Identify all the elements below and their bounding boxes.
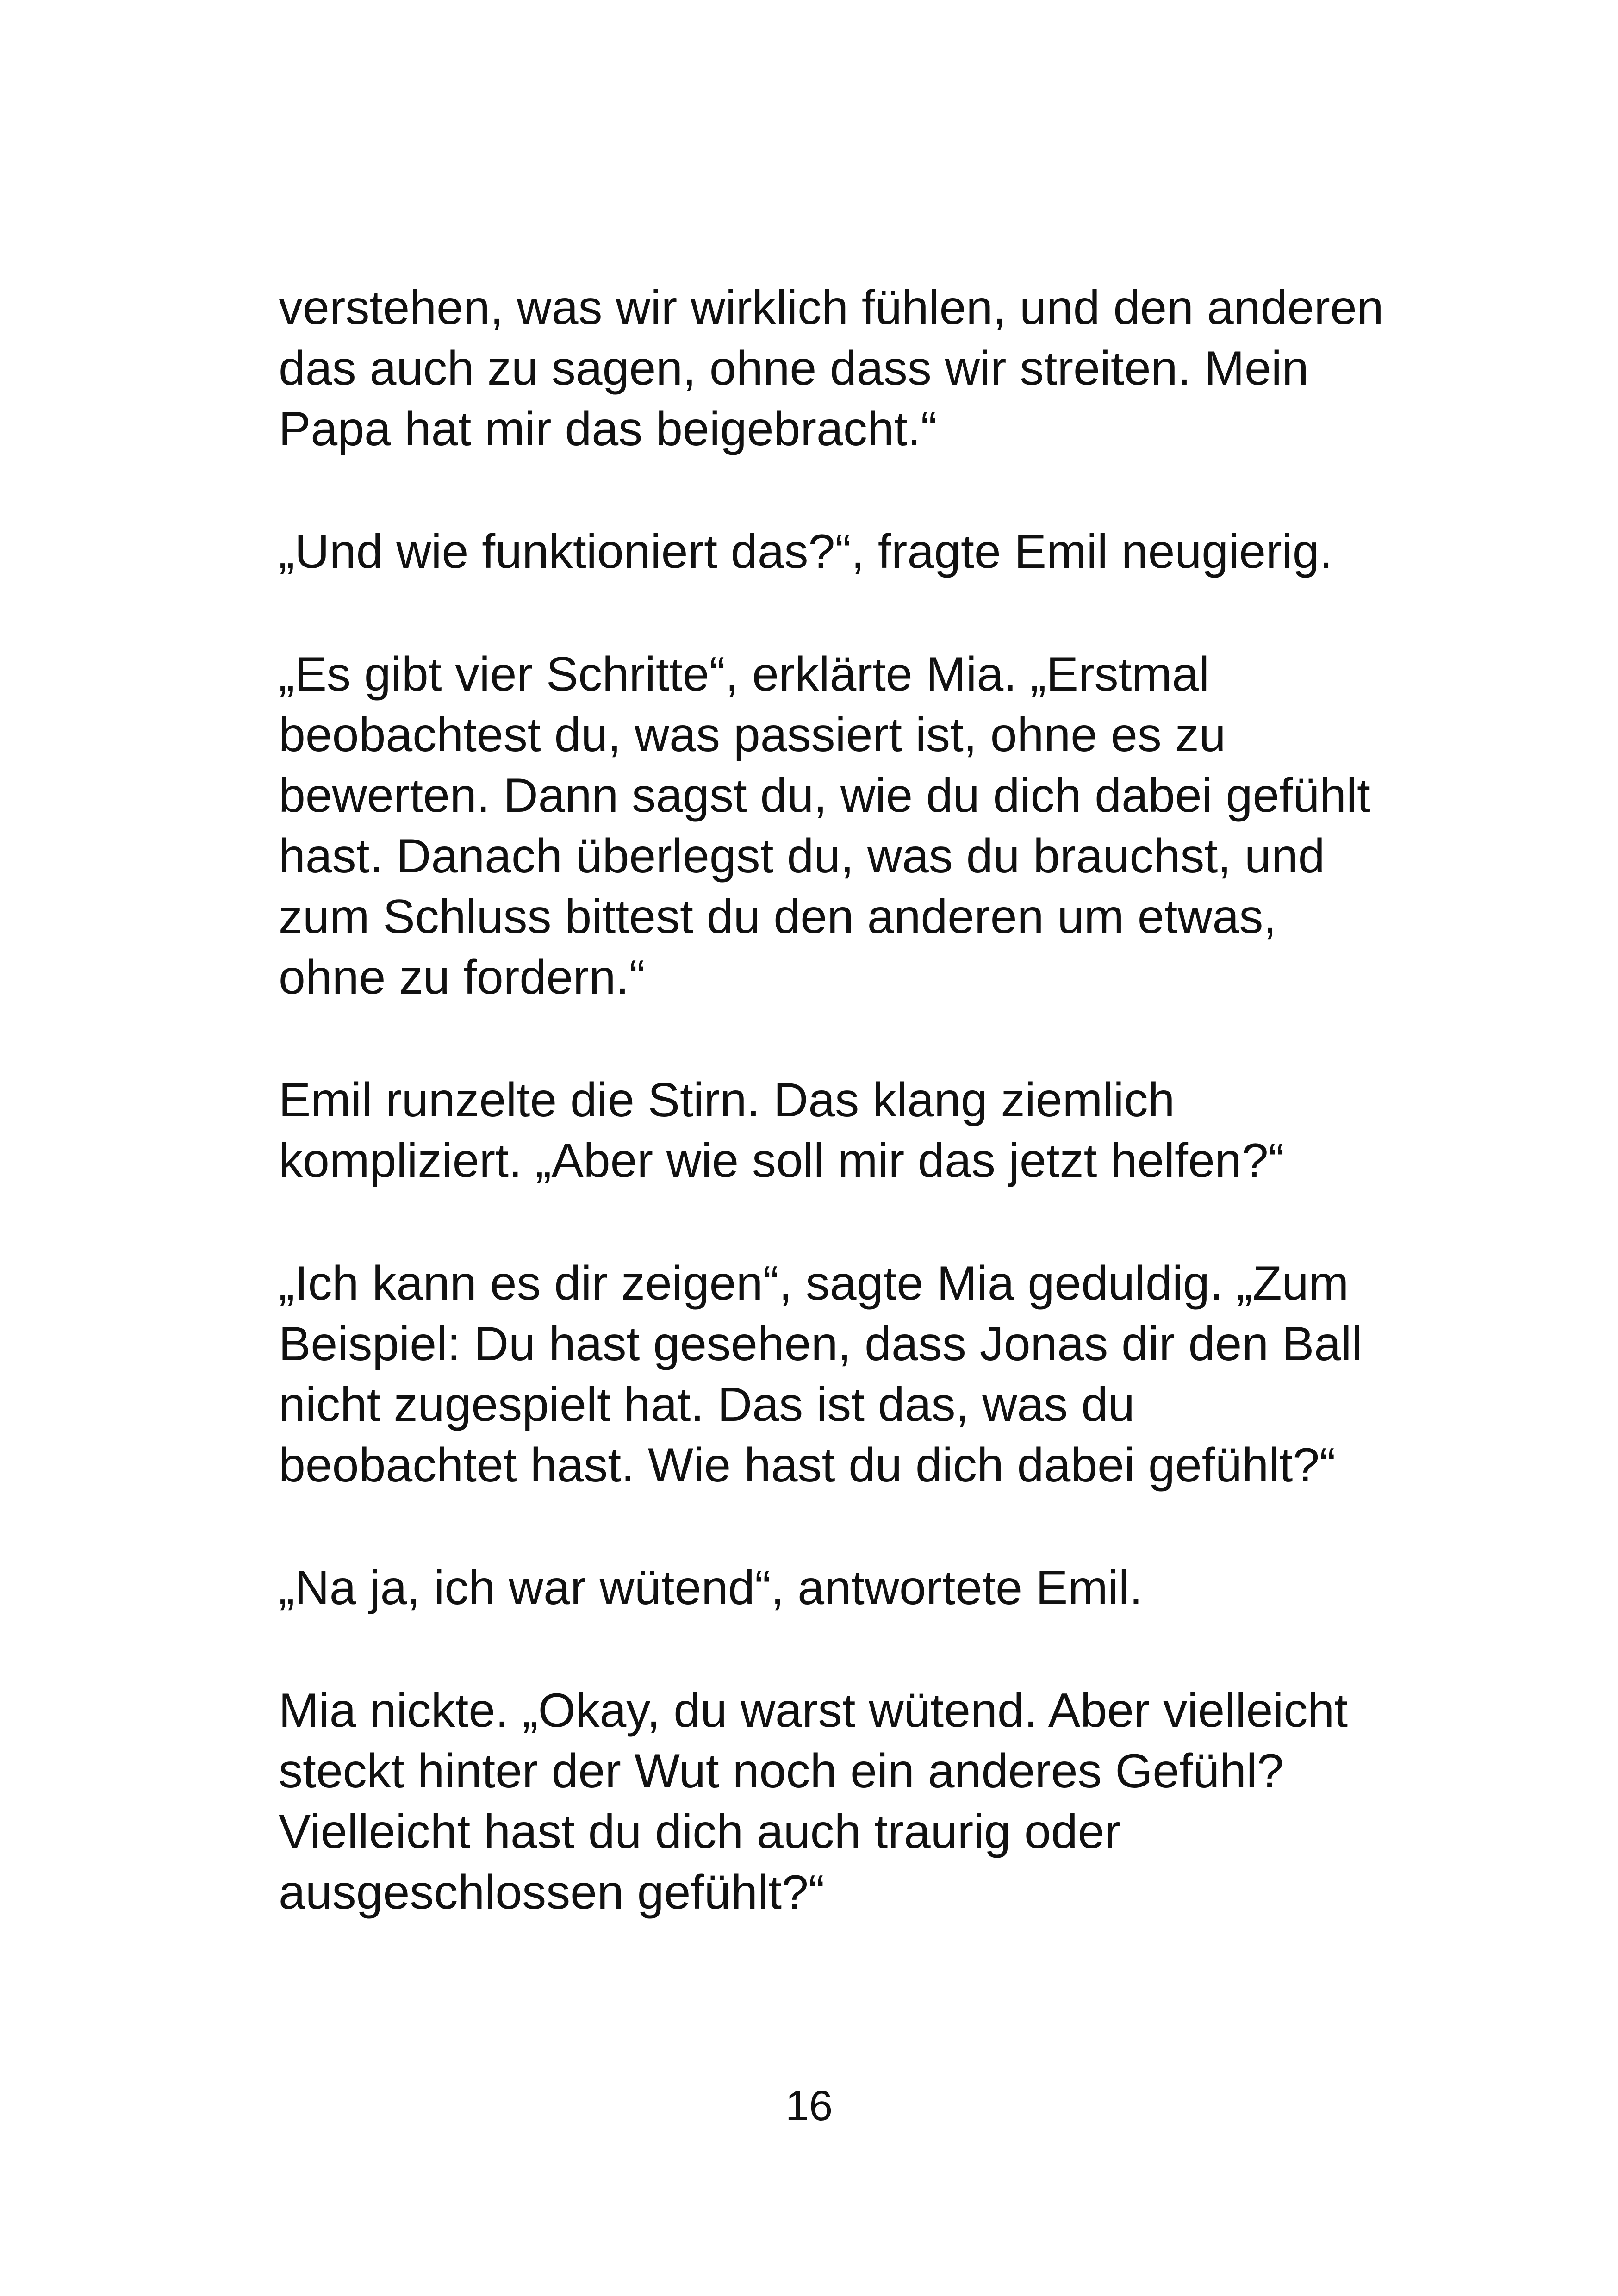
text-line: „Na ja, ich war wütend“, antwortete Emil. bbox=[279, 1561, 1143, 1615]
text-line: kompliziert. „Aber wie soll mir das jetzt helfen?“ bbox=[279, 1134, 1285, 1188]
text-line: verstehen, was wir wirklich fühlen, und den anderen bbox=[279, 281, 1384, 335]
text-line: zum Schluss bittest du den anderen um etwas, bbox=[279, 890, 1277, 944]
paragraph-7 bbox=[279, 1680, 1352, 1923]
paragraph-3 bbox=[279, 644, 1370, 1008]
paragraph-6 bbox=[279, 1558, 1352, 1618]
text-line: Beispiel: Du hast gesehen, dass Jonas dir den Ball bbox=[279, 1317, 1363, 1371]
text-line: nicht zugespielt hat. Das ist das, was du bbox=[279, 1378, 1135, 1431]
text-line: beobachtet hast. Wie hast du dich dabei gefühlt?“ bbox=[279, 1438, 1336, 1492]
text-line: ausgeschlossen gefühlt?“ bbox=[279, 1866, 825, 1919]
text-line: „Und wie funktioniert das?“, fragte Emil neugierig. bbox=[279, 525, 1333, 579]
text-line: beobachtest du, was passiert ist, ohne es zu bbox=[279, 708, 1226, 762]
text-line: Mia nickte. „Okay, du warst wütend. Aber vielleicht bbox=[279, 1684, 1348, 1737]
text-line: das auch zu sagen, ohne dass wir streiten. Mein bbox=[279, 342, 1309, 395]
text-line: steckt hinter der Wut noch ein anderes Gefühl? bbox=[279, 1744, 1284, 1798]
body-text bbox=[279, 278, 1384, 1985]
text-line: „Es gibt vier Schritte“, erklärte Mia. „Erstmal bbox=[279, 647, 1210, 701]
text-line: bewerten. Dann sagst du, wie du dich dabei gefühlt bbox=[279, 769, 1370, 822]
text-line: hast. Danach überlegst du, was du brauchst, und bbox=[279, 829, 1325, 883]
paragraph-5 bbox=[279, 1253, 1363, 1496]
text-line: Papa hat mir das beigebracht.“ bbox=[279, 402, 937, 456]
paragraph-1 bbox=[279, 278, 1384, 460]
paragraph-4 bbox=[279, 1070, 1352, 1191]
text-line: Emil runzelte die Stirn. Das klang ziemlich bbox=[279, 1073, 1175, 1127]
paragraph-2 bbox=[279, 522, 1352, 582]
text-line: ohne zu fordern.“ bbox=[279, 951, 646, 1004]
page-number: 16 bbox=[785, 2082, 833, 2129]
text-line: „Ich kann es dir zeigen“, sagte Mia geduldig. „Zum bbox=[279, 1257, 1349, 1310]
text-line: Vielleicht hast du dich auch traurig oder bbox=[279, 1805, 1121, 1859]
